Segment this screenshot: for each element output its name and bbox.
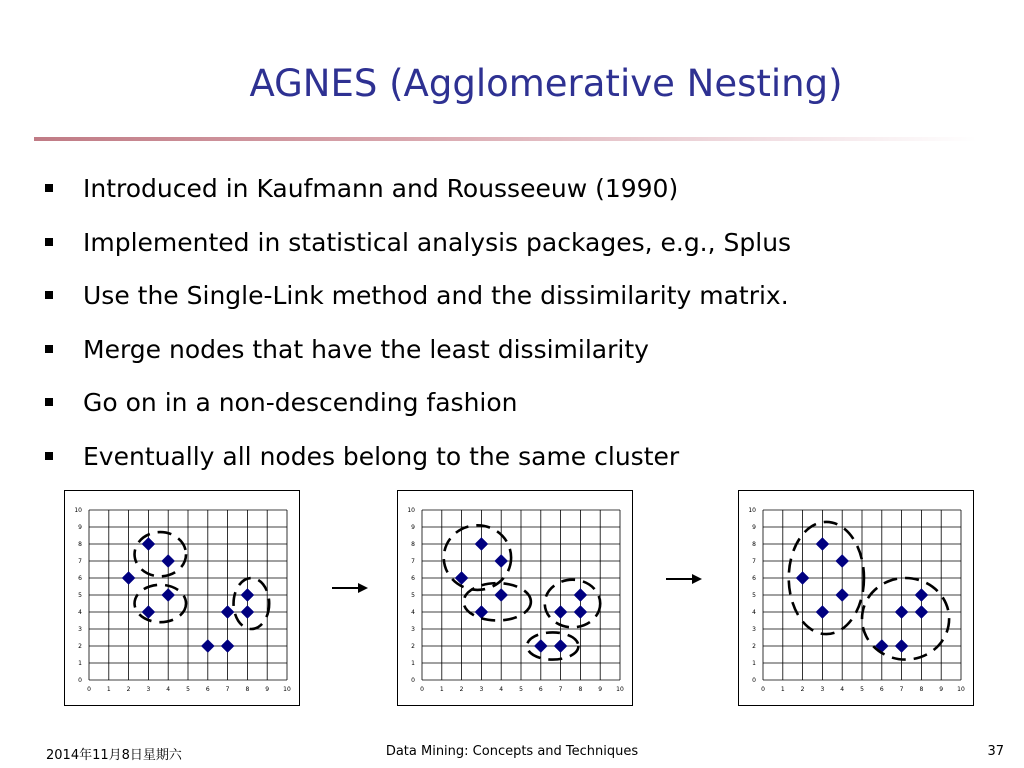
footer-date: 2014年11月8日星期六: [46, 748, 182, 763]
x-tick-label: 3: [820, 686, 825, 693]
y-tick-label: 1: [411, 660, 415, 667]
data-point: [836, 555, 849, 568]
y-tick-label: 9: [411, 524, 415, 531]
bullet-text: Merge nodes that have the least dissimilarity: [83, 334, 649, 364]
y-tick-label: 3: [752, 626, 756, 633]
data-point: [915, 606, 928, 619]
data-point: [816, 538, 829, 551]
bullet-item: [44, 434, 791, 488]
bullet-item: [44, 166, 791, 220]
bullet-square-icon: [45, 345, 53, 353]
bullet-square-icon: [45, 238, 53, 246]
x-tick-label: 9: [598, 686, 603, 693]
cluster-ellipse: [135, 585, 186, 622]
x-tick-label: 8: [245, 686, 250, 693]
x-tick-label: 6: [538, 686, 543, 693]
x-tick-label: 7: [225, 686, 230, 693]
x-tick-label: 2: [459, 686, 464, 693]
x-tick-label: 9: [265, 686, 270, 693]
y-tick-label: 9: [752, 524, 756, 531]
data-point: [836, 589, 849, 602]
y-tick-label: 6: [78, 575, 82, 582]
x-tick-label: 6: [205, 686, 210, 693]
y-tick-label: 7: [78, 558, 82, 565]
bullet-item: [44, 380, 791, 434]
bullet-square-icon: [45, 184, 53, 192]
bullet-text: Use the Single-Link method and the dissimilarity matrix.: [83, 281, 789, 310]
right-arrow-icon: [664, 571, 704, 587]
y-tick-label: 5: [752, 592, 756, 599]
bullet-item: [44, 273, 791, 327]
data-point: [574, 589, 587, 602]
data-point: [574, 606, 587, 619]
data-point: [162, 555, 175, 568]
right-arrow-icon: [330, 580, 370, 596]
y-tick-label: 5: [78, 592, 82, 599]
y-tick-label: 10: [407, 507, 415, 514]
scatter-plot-step-2: [397, 490, 633, 706]
y-tick-label: 10: [74, 507, 82, 514]
scatter-plot-step-1: [64, 490, 300, 706]
data-point: [495, 555, 508, 568]
x-tick-label: 2: [800, 686, 805, 693]
x-tick-label: 7: [558, 686, 563, 693]
x-tick-label: 5: [860, 686, 864, 693]
data-point: [475, 538, 488, 551]
y-tick-label: 6: [411, 575, 415, 582]
x-tick-label: 0: [87, 686, 91, 693]
page-number: 37: [987, 744, 1004, 759]
cluster-ellipse: [135, 532, 186, 576]
scatter-plot-step-3: [738, 490, 974, 706]
x-tick-label: 4: [166, 686, 171, 693]
data-point: [915, 589, 928, 602]
x-tick-label: 1: [106, 686, 111, 693]
x-tick-label: 7: [899, 686, 904, 693]
y-tick-label: 1: [752, 660, 756, 667]
x-tick-label: 2: [126, 686, 131, 693]
x-tick-label: 8: [578, 686, 583, 693]
data-point: [816, 606, 829, 619]
bullet-item: [44, 327, 791, 381]
bullet-text: Introduced in Kaufmann and Rousseeuw (1990): [83, 174, 679, 203]
x-tick-label: 9: [939, 686, 944, 693]
data-point: [221, 640, 234, 653]
data-point: [201, 640, 214, 653]
x-tick-label: 1: [780, 686, 785, 693]
footer-title: Data Mining: Concepts and Techniques: [385, 744, 639, 759]
data-point: [241, 589, 254, 602]
bullet-square-icon: [45, 291, 53, 299]
y-tick-label: 1: [78, 660, 82, 667]
data-point: [122, 572, 135, 585]
y-tick-label: 7: [411, 558, 415, 565]
y-tick-label: 4: [78, 609, 82, 616]
x-tick-label: 8: [919, 686, 924, 693]
y-tick-label: 5: [411, 592, 415, 599]
slide-title: AGNES (Agglomerative Nesting): [249, 62, 843, 105]
x-tick-label: 10: [616, 686, 624, 693]
cluster-ellipse: [234, 578, 270, 629]
y-tick-label: 9: [78, 524, 82, 531]
y-tick-label: 0: [752, 677, 756, 684]
y-tick-label: 4: [752, 609, 756, 616]
data-point: [796, 572, 809, 585]
y-tick-label: 8: [411, 541, 415, 548]
data-point: [142, 538, 155, 551]
x-tick-label: 5: [519, 686, 523, 693]
bullet-text: Implemented in statistical analysis packages, e.g., Splus: [83, 227, 792, 257]
bullet-square-icon: [45, 398, 53, 406]
x-tick-label: 3: [146, 686, 151, 693]
y-tick-label: 6: [752, 575, 756, 582]
y-tick-label: 8: [78, 541, 82, 548]
y-tick-label: 10: [748, 507, 756, 514]
y-tick-label: 2: [411, 643, 415, 650]
data-point: [475, 606, 488, 619]
data-point: [895, 606, 908, 619]
data-point: [554, 640, 567, 653]
x-tick-label: 10: [283, 686, 291, 693]
data-point: [495, 589, 508, 602]
data-point: [534, 640, 547, 653]
x-tick-label: 0: [420, 686, 424, 693]
x-tick-label: 3: [479, 686, 484, 693]
data-point: [895, 640, 908, 653]
title-divider: [34, 137, 977, 141]
data-point: [554, 606, 567, 619]
y-tick-label: 2: [752, 643, 756, 650]
y-tick-label: 0: [411, 677, 415, 684]
x-tick-label: 0: [761, 686, 765, 693]
bullet-list: [44, 166, 791, 487]
x-tick-label: 4: [840, 686, 845, 693]
y-tick-label: 3: [78, 626, 82, 633]
y-tick-label: 3: [411, 626, 415, 633]
y-tick-label: 4: [411, 609, 415, 616]
x-tick-label: 4: [499, 686, 504, 693]
bullet-text: Go on in a non-descending fashion: [83, 388, 518, 417]
data-point: [221, 606, 234, 619]
bullet-text: Eventually all nodes belong to the same cluster: [83, 441, 680, 471]
bullet-square-icon: [45, 452, 53, 460]
y-tick-label: 7: [752, 558, 756, 565]
cluster-ellipse: [545, 580, 600, 628]
data-point: [241, 606, 254, 619]
x-tick-label: 5: [186, 686, 190, 693]
y-tick-label: 2: [78, 643, 82, 650]
data-point: [162, 589, 175, 602]
x-tick-label: 6: [879, 686, 884, 693]
x-tick-label: 10: [957, 686, 965, 693]
x-tick-label: 1: [439, 686, 444, 693]
bullet-item: [44, 220, 791, 274]
y-tick-label: 8: [752, 541, 756, 548]
y-tick-label: 0: [78, 677, 82, 684]
